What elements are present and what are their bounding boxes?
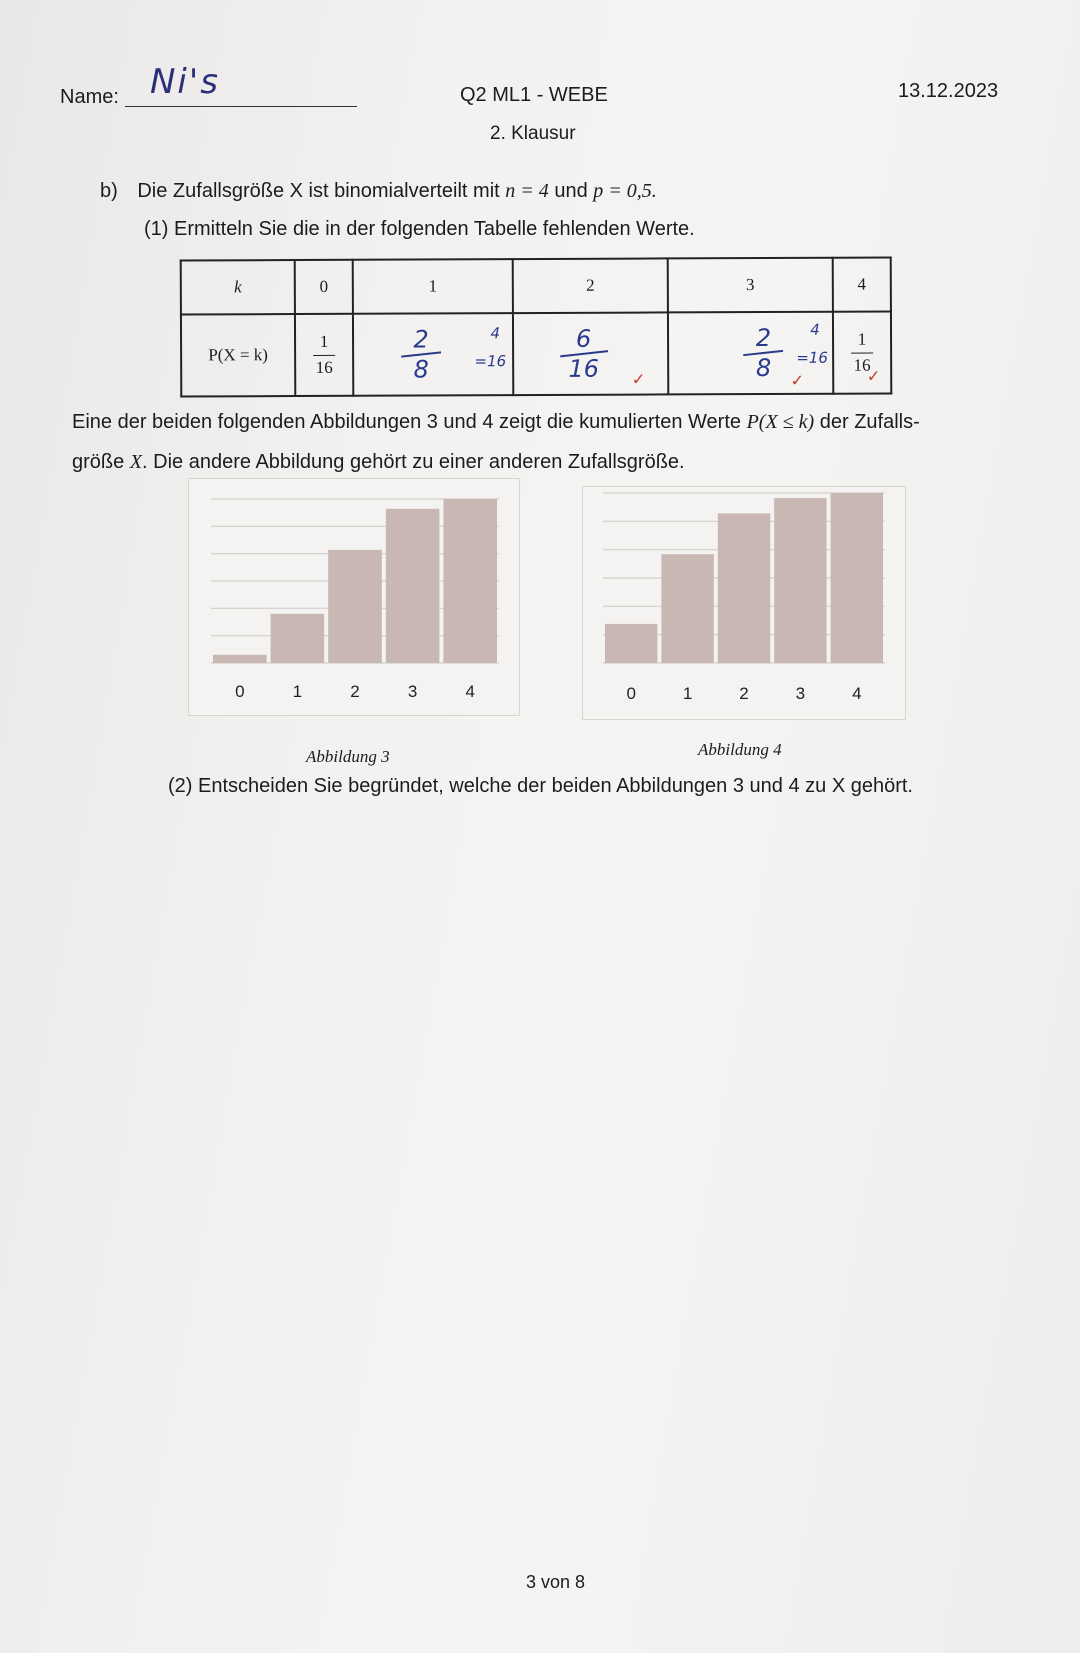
check-icon: ✓ [790, 372, 805, 390]
name-value: Ni's [150, 62, 220, 102]
name-line [125, 106, 357, 107]
table-header-row [181, 257, 891, 314]
value-k-2: 6 16 ✓ [513, 312, 668, 395]
header-k-0: 0 [295, 260, 353, 314]
value-k-4: $\frac{1}{16}$ ✓ [833, 311, 892, 393]
check-icon: ✓ [631, 371, 646, 389]
task-2-label: (2) [168, 775, 193, 797]
und-text: und [554, 180, 588, 202]
task-2 [168, 775, 913, 798]
bar-4 [831, 493, 883, 663]
para-line1-end: der Zufalls- [819, 411, 920, 433]
cumulative-expression: P(X ≤ k) [746, 411, 815, 433]
figure-3-caption: Abbildung 3 [306, 747, 390, 766]
task-1 [144, 218, 695, 241]
header-k: k [181, 260, 295, 314]
task-1-label: (1) [144, 218, 169, 240]
exam-title: 2. Klausur [490, 123, 576, 144]
task-b-text: Die Zufallsgröße X ist binomialverteilt mit [137, 180, 500, 202]
tick-label-1: 1 [292, 682, 303, 701]
figure-4 [582, 486, 906, 720]
header-k-2: 2 [513, 258, 668, 313]
para-line2-end: . Die andere Abbildung gehört zu einer anderen Zufallsgröße. [142, 451, 685, 473]
tick-label-2: 2 [350, 682, 360, 701]
task-b [100, 180, 657, 203]
bar-3 [774, 498, 826, 663]
tick-label-2: 2 [739, 684, 749, 703]
bar-0 [213, 655, 267, 663]
table-value-row [181, 311, 891, 396]
value-k-0: $\frac{1}{16}$ [295, 314, 353, 396]
bar-1 [271, 614, 325, 663]
chart-4 [583, 487, 905, 719]
row-label: P(X = k) [181, 314, 295, 396]
task-2-text: Entscheiden Sie begründet, welche der beiden Abbildungen 3 und 4 zu X gehört. [198, 775, 913, 797]
tick-label-0: 0 [235, 682, 245, 701]
bar-0 [605, 624, 657, 663]
tick-label-3: 3 [795, 684, 806, 703]
page-number: 3 von 8 [526, 1572, 586, 1592]
tick-label-4: 4 [852, 684, 862, 703]
bar-3 [386, 509, 440, 663]
task-b-label: b) [100, 180, 118, 202]
tick-label-3: 3 [407, 682, 418, 701]
name-label: Name: [60, 86, 119, 108]
bar-2 [718, 513, 770, 663]
value-k-1: 2 8 4 =16 [353, 313, 513, 396]
chart-3 [189, 479, 519, 715]
description-paragraph [72, 402, 1032, 482]
probability-table [180, 256, 893, 397]
value-k-3: 2 8 4 =16 ✓ [668, 312, 833, 395]
header-k-3: 3 [668, 258, 833, 313]
check-icon: ✓ [866, 368, 881, 386]
bar-1 [661, 554, 713, 663]
tick-label-4: 4 [465, 682, 475, 701]
bar-4 [443, 499, 497, 663]
p-expression: p = 0,5. [593, 180, 657, 202]
bar-2 [328, 550, 382, 663]
exam-date: 13.12.2023 [898, 80, 999, 102]
n-expression: n = 4 [505, 180, 549, 202]
figure-4-caption: Abbildung 4 [698, 740, 782, 759]
figure-3 [188, 478, 520, 716]
para-line2: größe [72, 451, 125, 473]
header-k-4: 4 [833, 257, 891, 311]
tick-label-1: 1 [682, 684, 693, 703]
variable-x: X [129, 451, 143, 473]
header-k-1: 1 [353, 259, 513, 314]
task-1-text: Ermitteln Sie die in der folgenden Tabelle fehlenden Werte. [174, 218, 695, 240]
course-title: Q2 ML1 - WEBE [460, 84, 608, 106]
tick-label-0: 0 [626, 684, 636, 703]
para-line1: Eine der beiden folgenden Abbildungen 3 und 4 zeigt die kumulierten Werte [72, 411, 741, 433]
